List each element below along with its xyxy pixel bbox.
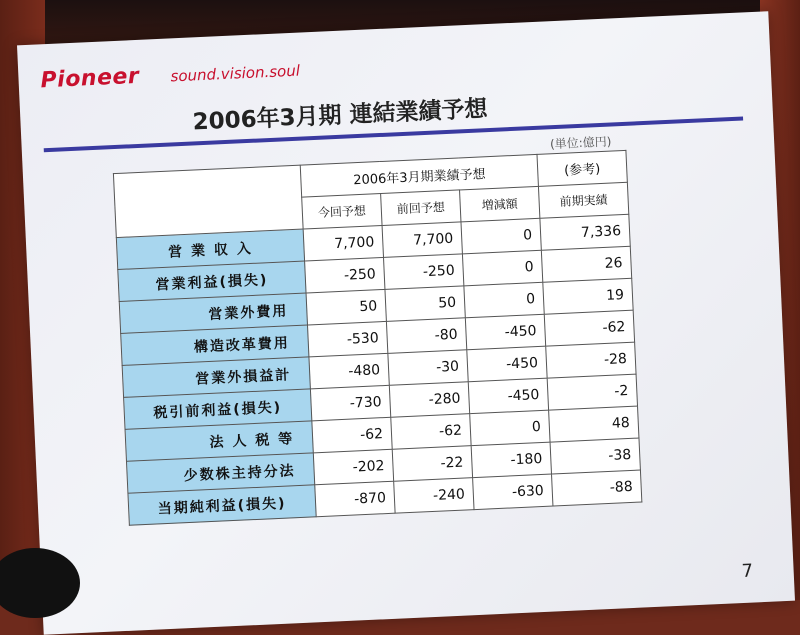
corner-cell [113, 165, 303, 237]
group-header: 2006年3月期業績予想 [300, 154, 538, 197]
value-cell: -28 [546, 342, 636, 378]
value-cell: -450 [465, 314, 545, 350]
value-cell: -530 [307, 321, 387, 357]
brand-tagline: sound.vision.soul [170, 61, 301, 86]
value-cell: 48 [549, 406, 639, 442]
value-cell: -30 [388, 350, 468, 386]
value-cell: 50 [385, 286, 465, 322]
value-cell: -62 [544, 310, 634, 346]
value-cell: 26 [541, 246, 631, 282]
row-label: 営業利益(損失) [118, 261, 306, 301]
row-label: 営 業 収 入 [116, 229, 304, 269]
value-cell: -88 [552, 470, 642, 506]
value-cell: 0 [461, 218, 541, 254]
value-cell: 0 [464, 282, 544, 318]
value-cell: -22 [392, 446, 472, 482]
value-cell: 7,700 [303, 225, 383, 261]
value-cell: 7,336 [540, 214, 630, 250]
col-header-prior-year: 前期実績 [538, 182, 628, 218]
projection-screen [17, 11, 795, 635]
value-cell: 7,700 [382, 222, 462, 258]
value-cell: -180 [471, 442, 551, 478]
row-label: 構造改革費用 [121, 325, 309, 365]
value-cell: -80 [386, 318, 466, 354]
col-header-change: 増減額 [460, 186, 540, 222]
value-cell: -280 [389, 382, 469, 418]
reference-header: (参考) [537, 150, 627, 186]
value-cell: -202 [313, 449, 393, 485]
value-cell: -870 [315, 481, 395, 517]
forecast-table [113, 150, 642, 526]
value-cell: -450 [468, 378, 548, 414]
value-cell: -250 [305, 257, 385, 293]
value-cell: -450 [467, 346, 547, 382]
value-cell: -250 [384, 254, 464, 290]
value-cell: -2 [547, 374, 637, 410]
value-cell: 0 [462, 250, 542, 286]
value-cell: -240 [394, 478, 474, 514]
value-cell: -630 [473, 474, 553, 510]
page-number: 7 [741, 560, 754, 583]
value-cell: -62 [391, 414, 471, 450]
row-label: 当期純利益(損失) [128, 485, 316, 525]
pioneer-logo: Pioneer [40, 63, 140, 94]
row-label: 法 人 税 等 [125, 421, 313, 461]
unit-note: (単位:億円) [549, 134, 612, 152]
value-cell: 0 [470, 410, 550, 446]
value-cell: 19 [543, 278, 633, 314]
value-cell: -62 [312, 417, 392, 453]
row-label: 少数株主持分法 [126, 453, 314, 493]
value-cell: 50 [306, 289, 386, 325]
value-cell: -730 [310, 385, 390, 421]
slide-title: 2006年3月期 連結業績予想 [192, 96, 489, 136]
row-label: 税引前利益(損失) [124, 389, 312, 429]
row-label: 営業外損益計 [122, 357, 310, 397]
row-label: 営業外費用 [119, 293, 307, 333]
col-header-current: 今回予想 [302, 194, 382, 230]
col-header-previous: 前回予想 [381, 190, 461, 226]
value-cell: -480 [309, 353, 389, 389]
value-cell: -38 [550, 438, 640, 474]
